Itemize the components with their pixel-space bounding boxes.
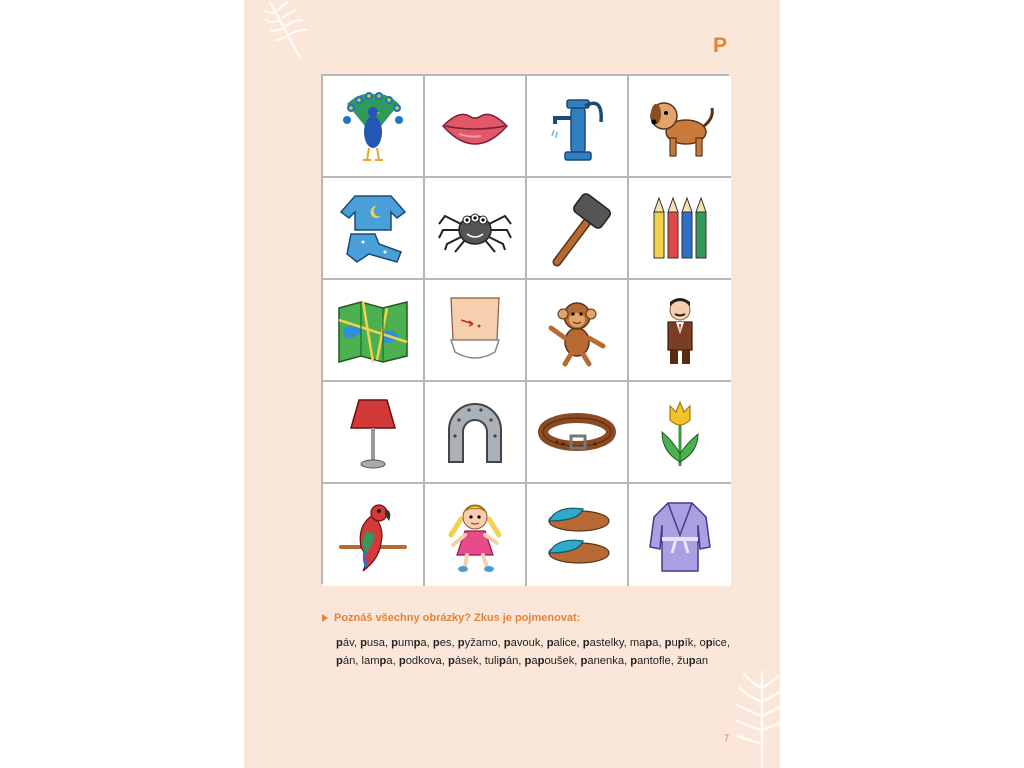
picture-cell (323, 76, 425, 178)
picture-cell (323, 280, 425, 382)
slippers-icon (537, 495, 617, 575)
lamp-icon (333, 392, 413, 472)
leaf-decoration-icon (732, 668, 780, 768)
horseshoe-icon (435, 392, 515, 472)
section-letter: P (713, 34, 728, 57)
crayons-icon (640, 188, 720, 268)
picture-cell (527, 382, 629, 484)
word: pantofle (630, 655, 671, 667)
page-number: 7 (724, 733, 730, 743)
word: páv (336, 637, 354, 649)
word: pes (432, 637, 452, 649)
mallet-icon (537, 188, 617, 268)
picture-cell (425, 280, 527, 382)
dog-icon (640, 86, 720, 166)
bathrobe-icon (640, 495, 720, 575)
picture-cell (425, 178, 527, 280)
picture-cell (629, 76, 731, 178)
picture-cell (527, 76, 629, 178)
tulip-icon (640, 392, 720, 472)
word: pyžamo (457, 637, 498, 649)
word: podkova (398, 655, 442, 667)
picture-cell (323, 484, 425, 586)
pajamas-icon (333, 188, 413, 268)
word: pumpa (391, 637, 427, 649)
word: tulipán (484, 655, 519, 667)
belt-icon (537, 392, 617, 472)
picture-cell (527, 178, 629, 280)
word: župan (676, 655, 709, 667)
parrot-icon (333, 495, 413, 575)
instruction-text: Poznáš všechny obrázky? Zkus je pojmenovat: (334, 612, 581, 624)
gentleman-icon (640, 290, 720, 370)
word: pásek (447, 655, 479, 667)
word-list: páv, pusa, pumpa, pes, pyžamo, pavouk, palice, pastelky, mapa, pupík, opice, pán, lampa, podkova, pásek, tulipán, papoušek, panenka, pantofle, župan (336, 637, 731, 667)
instruction (322, 612, 580, 624)
word: mapa (629, 637, 659, 649)
peacock-icon (333, 86, 413, 166)
picture-cell (629, 280, 731, 382)
monkey-icon (537, 290, 617, 370)
picture-cell (425, 76, 527, 178)
word: opice (699, 637, 727, 649)
bullet-triangle-icon (322, 614, 328, 622)
belly-button-icon (435, 290, 515, 370)
picture-cell (527, 280, 629, 382)
map-icon (333, 290, 413, 370)
word: panenka (580, 655, 625, 667)
leaf-decoration-icon (262, 0, 312, 64)
picture-cell (629, 178, 731, 280)
lips-icon (435, 86, 515, 166)
picture-grid (321, 74, 729, 584)
word: pán (336, 655, 356, 667)
picture-cell (629, 382, 731, 484)
word: pusa (360, 637, 385, 649)
doll-icon (435, 495, 515, 575)
picture-cell (629, 484, 731, 586)
word: pavouk (503, 637, 541, 649)
picture-cell (323, 178, 425, 280)
picture-cell (323, 382, 425, 484)
picture-cell (425, 382, 527, 484)
spider-icon (435, 188, 515, 268)
picture-cell (425, 484, 527, 586)
word: lampa (361, 655, 393, 667)
workbook-page (244, 0, 780, 768)
word: palice (546, 637, 577, 649)
water-pump-icon (537, 86, 617, 166)
picture-cell (527, 484, 629, 586)
word: pastelky (582, 637, 624, 649)
word: papoušek (524, 655, 575, 667)
word: pupík (664, 637, 694, 649)
